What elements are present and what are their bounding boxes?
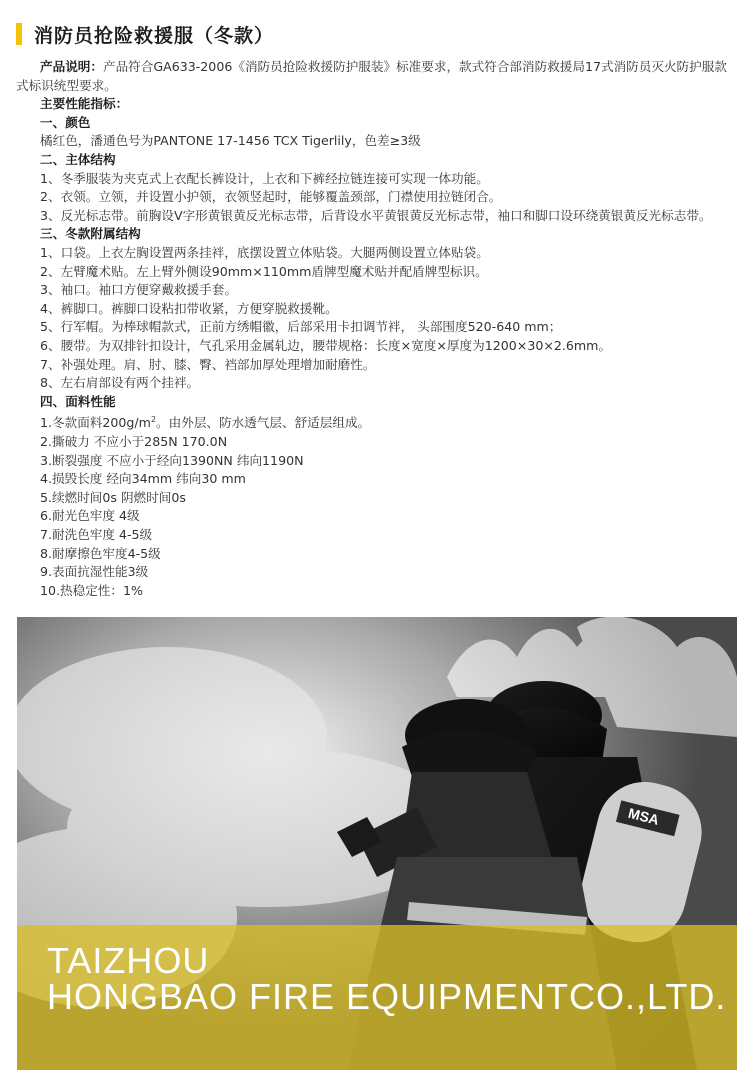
company-name [47, 940, 727, 1017]
list-item: 10.热稳定性：1% [40, 582, 143, 598]
color-text: 橘红色，潘通色号为PANTONE 17-1456 TCX Tigerlily，色差≥3级 [40, 133, 421, 149]
section-heading-color: 一、颜色 [40, 114, 91, 130]
section-heading-fabric: 四、面料性能 [40, 393, 116, 409]
list-item: 8、左右肩部设有两个挂袢。 [40, 375, 200, 391]
list-item: 1、口袋。上衣左胸设置两条挂袢，底摆设置立体贴袋。大腿两侧设置立体贴袋。 [40, 244, 489, 260]
company-name-line-2: HONGBAO FIRE EQUIPMENTCO.,LTD. [47, 976, 727, 1017]
list-item: 8.耐摩擦色牢度4-5级 [40, 545, 161, 561]
list-item: 3、袖口。袖口方便穿戴救援手套。 [40, 282, 237, 298]
intro-label: 产品说明： [40, 59, 103, 74]
page-title: 消防员抢险救援服（冬款） [34, 24, 275, 47]
firefighter-photo [17, 617, 737, 1070]
list-item: 5.续燃时间0s 阴燃时间0s [40, 489, 186, 505]
intro-paragraph [16, 58, 734, 95]
list-item: 4、裤脚口。裤脚口设粘扣带收紧，方便穿脱救援靴。 [40, 300, 338, 316]
list-item: 3、反光标志带。前胸设V字形黄银黄反光标志带，后背设水平黄银黄反光标志带，袖口和脚口设环绕黄银黄反光标志带。 [40, 207, 712, 223]
fabric-item-1-pre: 1.冬款面料200g/m [40, 415, 151, 431]
msa-logo: MSA [626, 804, 661, 828]
list-item: 3.断裂强度 不应小于经向1390NN 纬向1190N [40, 452, 304, 468]
list-item: 6、腰带。为双排针扣设计，气孔采用金属轧边，腰带规格：长度×宽度×厚度为1200×30×2.6mm。 [40, 337, 612, 353]
fabric-item-1-post: 。由外层、防水透气层、舒适层组成。 [156, 415, 371, 431]
list-item: 2.撕破力 不应小于285N 170.0N [40, 434, 228, 450]
list-item: 9.表面抗湿性能3级 [40, 564, 149, 580]
page-title-bar [16, 22, 274, 46]
product-description [16, 58, 734, 600]
list-item: 1、冬季服装为夹克式上衣配长裤设计，上衣和下裤经拉链连接可实现一体功能。 [40, 170, 489, 186]
list-item: 2、左臂魔术贴。左上臂外侧设90mm×110mm盾牌型魔术贴并配盾牌型标识。 [40, 263, 488, 279]
list-item: 2、衣领。立领，并设置小护领，衣领竖起时，能够覆盖颈部，门襟使用拉链闭合。 [40, 189, 502, 205]
fabric-item-1-sup: 2 [150, 415, 157, 425]
main-heading: 主要性能指标： [40, 96, 129, 112]
section-heading-structure: 二、主体结构 [40, 151, 116, 167]
list-item: 6.耐光色牢度 4级 [40, 508, 140, 524]
title-accent-bar [16, 23, 22, 45]
list-item: 7.耐洗色牢度 4-5级 [40, 527, 153, 543]
list-item: 5、行军帽。为棒球帽款式，正前方绣帽徽，后部采用卡扣调节袢， 头部围度520-640 mm； [40, 319, 562, 335]
intro-text: 产品符合GA633-2006《消防员抢险救援防护服装》标准要求，款式符合部消防救援局17式消防员灭火防护服款式标识统型要求。 [16, 59, 727, 93]
section-heading-attach: 三、冬款附属结构 [40, 226, 141, 242]
list-item: 7、补强处理。肩、肘、膝、臀、裆部加厚处理增加耐磨性。 [40, 356, 376, 372]
list-item [16, 411, 734, 433]
company-name-line-1: TAIZHOU [47, 940, 210, 981]
list-item: 4.损毁长度 经向34mm 纬向30 mm [40, 471, 246, 487]
